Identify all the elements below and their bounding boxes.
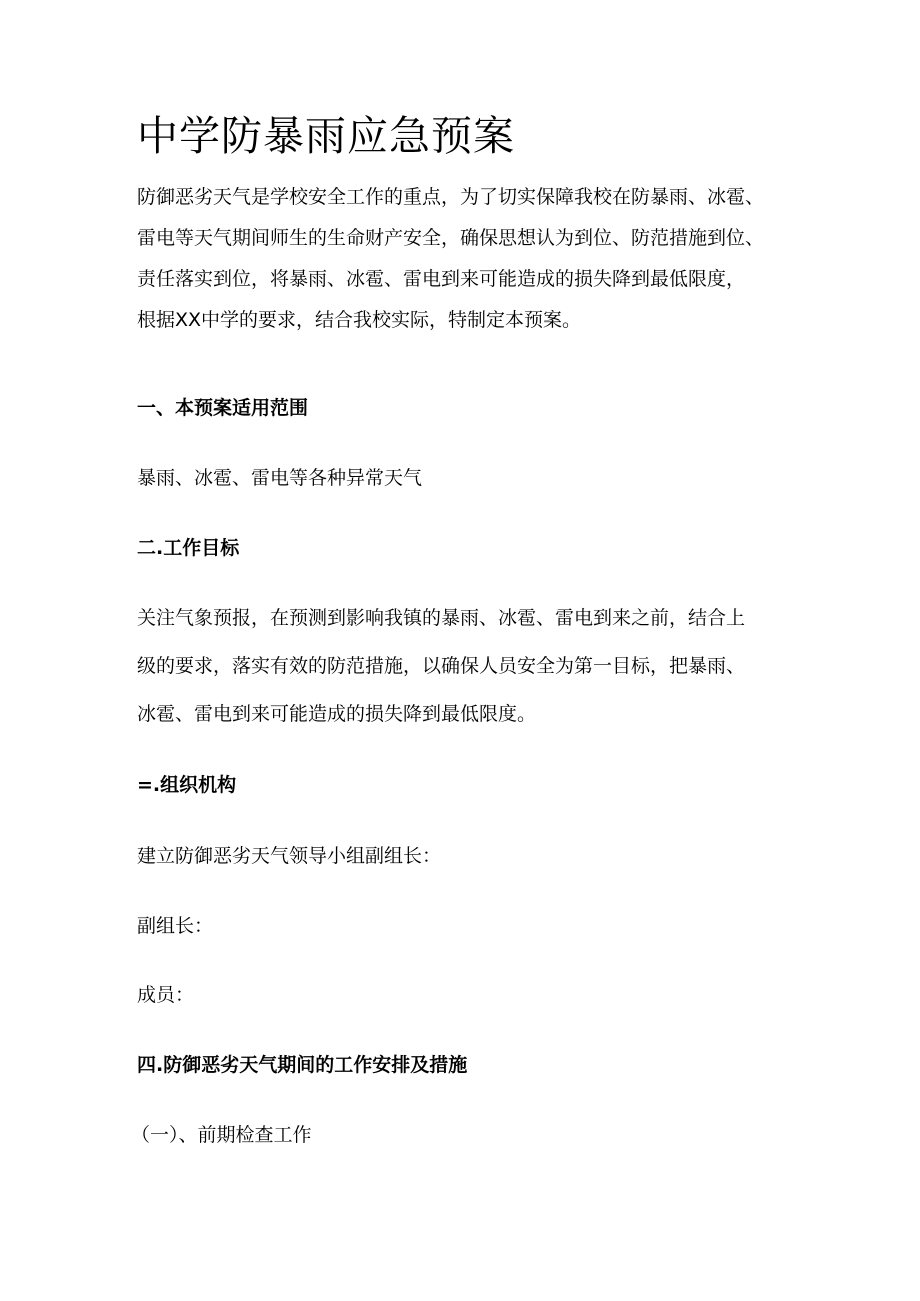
section-heading-scope: 一、本预案适用范围 <box>137 397 309 419</box>
goal-paragraph <box>137 594 807 738</box>
subsection-heading-precheck: （一）、前期检查工作 <box>131 1124 312 1146</box>
goal-line: 关注气象预报，在预测到影响我镇的暴雨、冰雹、雷电到来之前，结合上 <box>137 607 746 629</box>
scope-text: 暴雨、冰雹、雷电等各种异常天气 <box>137 467 423 489</box>
members-line: 成员： <box>137 984 195 1006</box>
goal-line: 级的要求，落实有效的防范措施，以确保人员安全为第一目标，把暴雨、 <box>137 655 746 677</box>
section-heading-goal: 二.工作目标 <box>137 537 240 559</box>
intro-paragraph <box>137 177 807 341</box>
intro-line: 防御恶劣天气是学校安全工作的重点，为了切实保障我校在防暴雨、冰雹、 <box>137 186 765 208</box>
section-heading-measures: 四.防御恶劣天气期间的工作安排及措施 <box>137 1054 468 1076</box>
document-title: 中学防暴雨应急预案 <box>137 112 515 160</box>
goal-line: 冰雹、雷电到来可能造成的损失降到最低限度。 <box>137 703 537 725</box>
section-heading-organization: =.组织机构 <box>137 774 237 796</box>
intro-line: 责任落实到位，将暴雨、冰雹、雷电到来可能造成的损失降到最低限度， <box>137 268 746 290</box>
leader-line: 建立防御恶劣天气领导小组副组长： <box>137 845 442 867</box>
intro-line: 根据XX中学的要求，结合我校实际，特制定本预案。 <box>137 309 582 331</box>
intro-line: 雷电等天气期间师生的生命财产安全，确保思想认为到位、防范措施到位、 <box>137 227 765 249</box>
deputy-line: 副组长： <box>137 915 214 937</box>
